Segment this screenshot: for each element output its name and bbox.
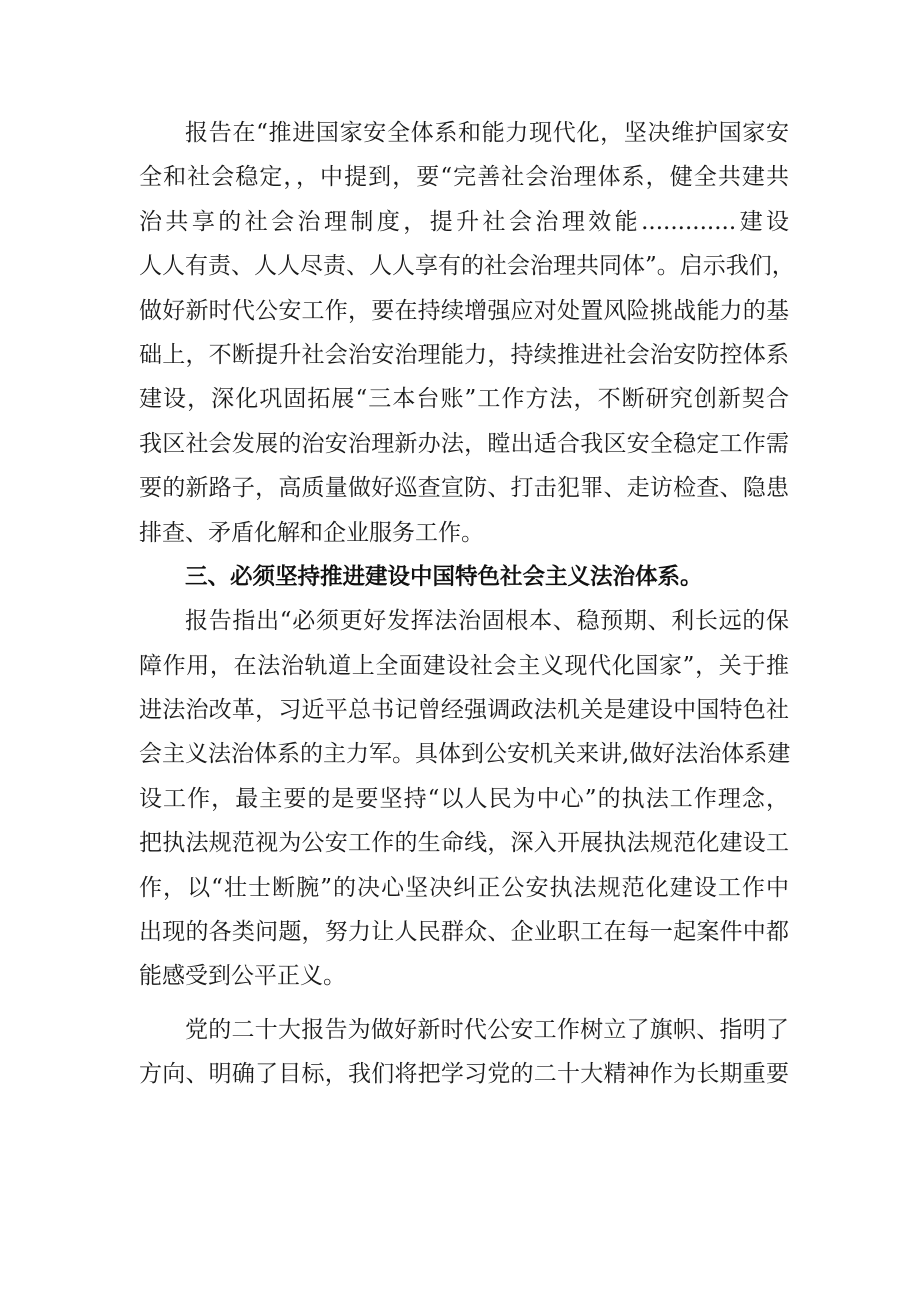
text-line: 出现的各类问题，努力让人民群众、企业职工在每一起案件中都	[139, 919, 789, 946]
text-line: 做好新时代公安工作，要在持续增强应对处置风险挑战能力的基	[139, 297, 789, 324]
text-line: 党的二十大报告为做好新时代公安工作树立了旗帜、指明了	[185, 1016, 789, 1043]
text-line: 人人有责、人人尽责、人人享有的社会治理共同体”。启示我们，	[139, 253, 795, 280]
section-heading: 三、必须坚持推进建设中国特色社会主义法治体系。	[185, 563, 703, 590]
text-line: 进法治改革，习近平总书记曾经强调政法机关是建设中国特色社	[139, 697, 789, 724]
paragraph-rule-of-law	[139, 599, 789, 999]
paragraph-spacer	[139, 999, 789, 1008]
text-line: 障作用，在法治轨道上全面建设社会主义现代化国家”，关于推	[139, 652, 789, 679]
paragraph-social-governance	[139, 111, 795, 555]
text-line: 作，以“壮士断腕”的决心坚决纠正公安执法规范化建设工作中	[139, 874, 789, 901]
text-line: 要的新路子，高质量做好巡查宣防、打击犯罪、走访检查、隐患	[139, 475, 789, 502]
text-line: 方向、明确了目标，我们将把学习党的二十大精神作为长期重要	[139, 1061, 789, 1088]
text-line: 报告指出“必须更好发挥法治固根本、稳预期、利长远的保	[185, 608, 789, 635]
text-line: 设工作，最主要的是要坚持“以人民为中心”的执法工作理念，	[139, 785, 789, 812]
text-line: 报告在“推进国家安全体系和能力现代化，坚决维护国家安	[185, 120, 789, 146]
text-line: 能感受到公平正义。	[139, 963, 346, 990]
text-line: 全和社会稳定，，中提到，要“完善社会治理体系，健全共建共	[139, 164, 789, 191]
text-line: 排查、矛盾化解和企业服务工作。	[139, 519, 484, 546]
text-line: 治共享的社会治理制度，提升社会治理效能.............建设	[139, 208, 789, 235]
text-line: 我区社会发展的治安治理新办法，瞠出适合我区安全稳定工作需	[139, 430, 789, 457]
paragraph-conclusion	[139, 1008, 789, 1097]
text-line: 会主义法治体系的主力军。具体到公安机关来讲,做好法治体系建	[139, 741, 791, 768]
text-line: 础上，不断提升社会治安治理能力，持续推进社会治安防控体系	[139, 341, 789, 368]
text-line: 把执法规范视为公安工作的生命线，深入开展执法规范化建设工	[139, 830, 789, 857]
document-body	[139, 111, 795, 1097]
text-line: 建设，深化巩固拓展“三本台账”工作方法，不断研究创新契合	[139, 386, 789, 413]
